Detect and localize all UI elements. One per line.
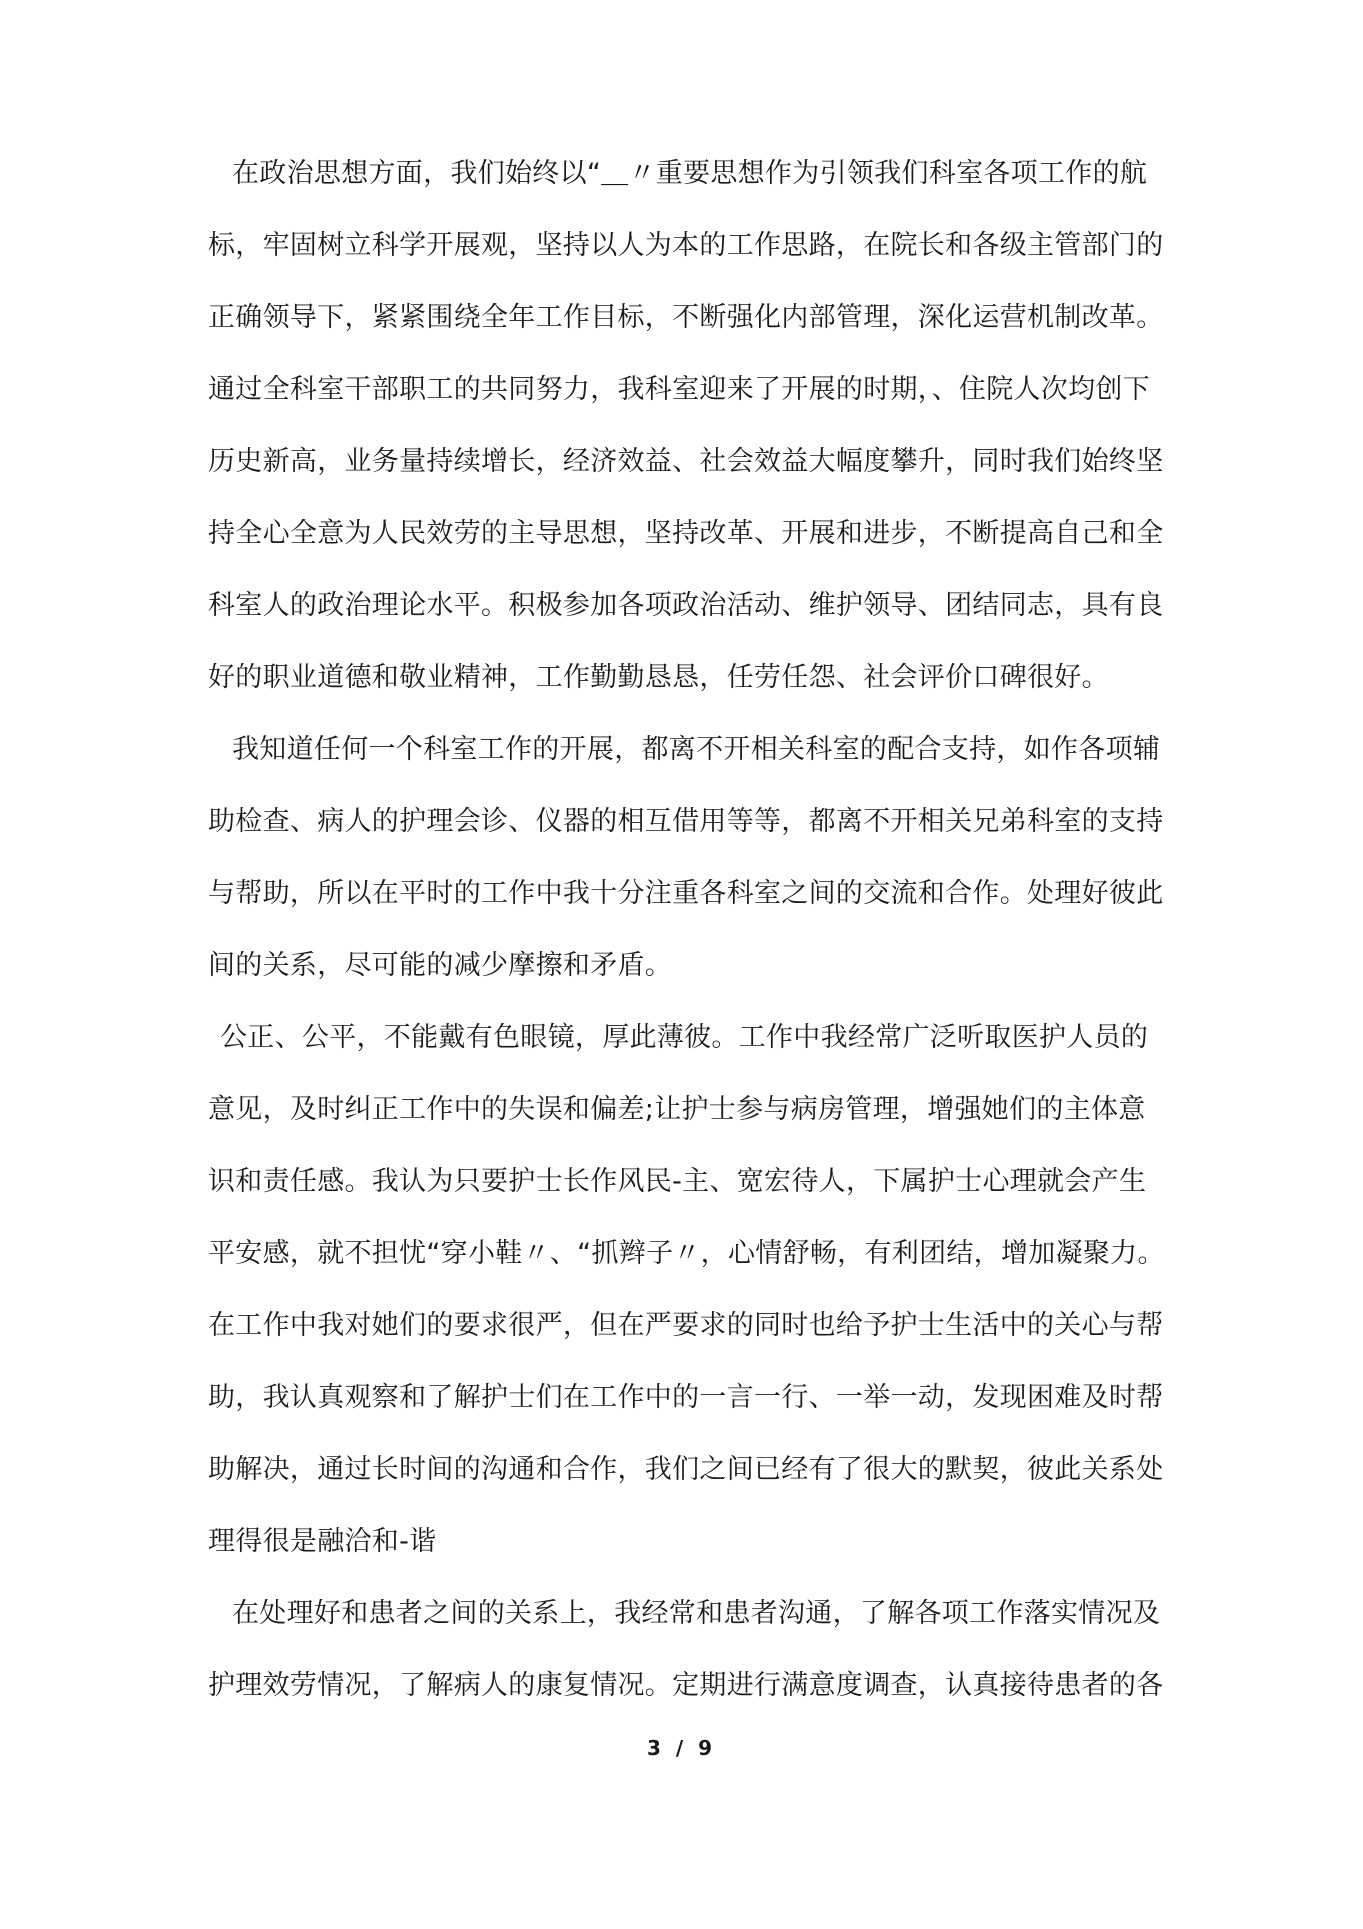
page-number: 3 / 9 <box>646 1736 717 1760</box>
document-body <box>208 138 1168 1722</box>
paragraph-line: 在工作中我对她们的要求很严，但在严要求的同时也给予护士生活中的关心与帮 <box>208 1310 1164 1341</box>
paragraph-line: 我知道任何一个科室工作的开展，都离不开相关科室的配合支持，如作各项辅 <box>232 734 1161 765</box>
paragraph-line: 在处理好和患者之间的关系上，我经常和患者沟通，了解各项工作落实情况及 <box>232 1598 1161 1629</box>
paragraph-line: 标，牢固树立科学开展观，坚持以人为本的工作思路，在院长和各级主管部门的 <box>208 230 1164 261</box>
paragraph-line: 识和责任感。我认为只要护士长作风民-主、宽宏待人，下属护士心理就会产生 <box>208 1166 1147 1197</box>
paragraph-line: 护理效劳情况，了解病人的康复情况。定期进行满意度调查，认真接待患者的各 <box>208 1670 1164 1701</box>
paragraph-line: 与帮助，所以在平时的工作中我十分注重各科室之间的交流和合作。处理好彼此 <box>208 878 1164 909</box>
paragraph-line: 通过全科室干部职工的共同努力，我科室迎来了开展的时期，、住院人次均创下 <box>208 374 1150 405</box>
paragraph-line: 助检查、病人的护理会诊、仪器的相互借用等等，都离不开相关兄弟科室的支持 <box>208 806 1164 837</box>
paragraph-line: 正确领导下，紧紧围绕全年工作目标，不断强化内部管理，深化运营机制改革。 <box>208 302 1164 333</box>
paragraph-line: 公正、公平，不能戴有色眼镜，厚此薄彼。工作中我经常广泛听取医护人员的 <box>220 1022 1149 1053</box>
paragraph-line: 助，我认真观察和了解护士们在工作中的一言一行、一举一动，发现困难及时帮 <box>208 1382 1164 1413</box>
paragraph-line: 理得很是融洽和-谐 <box>208 1526 437 1557</box>
paragraph-line: 持全心全意为人民效劳的主导思想，坚持改革、开展和进步，不断提高自己和全 <box>208 518 1164 549</box>
paragraph-line: 间的关系，尽可能的减少摩擦和矛盾。 <box>208 950 673 981</box>
paragraph-line: 历史新高，业务量持续增长，经济效益、社会效益大幅度攀升，同时我们始终坚 <box>208 446 1164 477</box>
paragraph-line: 助解决，通过长时间的沟通和合作，我们之间已经有了很大的默契，彼此关系处 <box>208 1454 1164 1485</box>
paragraph-line: 在政治思想方面，我们始终以“＿〃重要思想作为引领我们科室各项工作的航 <box>232 158 1148 189</box>
paragraph-line: 意见，及时纠正工作中的失误和偏差;让护士参与病房管理，增强她们的主体意 <box>208 1094 1146 1125</box>
paragraph-line: 好的职业道德和敬业精神，工作勤勤恳恳，任劳任怨、社会评价口碑很好。 <box>208 662 1109 693</box>
paragraph-line: 科室人的政治理论水平。积极参加各项政治活动、维护领导、团结同志，具有良 <box>208 590 1164 621</box>
paragraph-line: 平安感，就不担忧“穿小鞋〃、“抓辫子〃，心情舒畅，有利团结，增加凝聚力。 <box>208 1238 1165 1269</box>
